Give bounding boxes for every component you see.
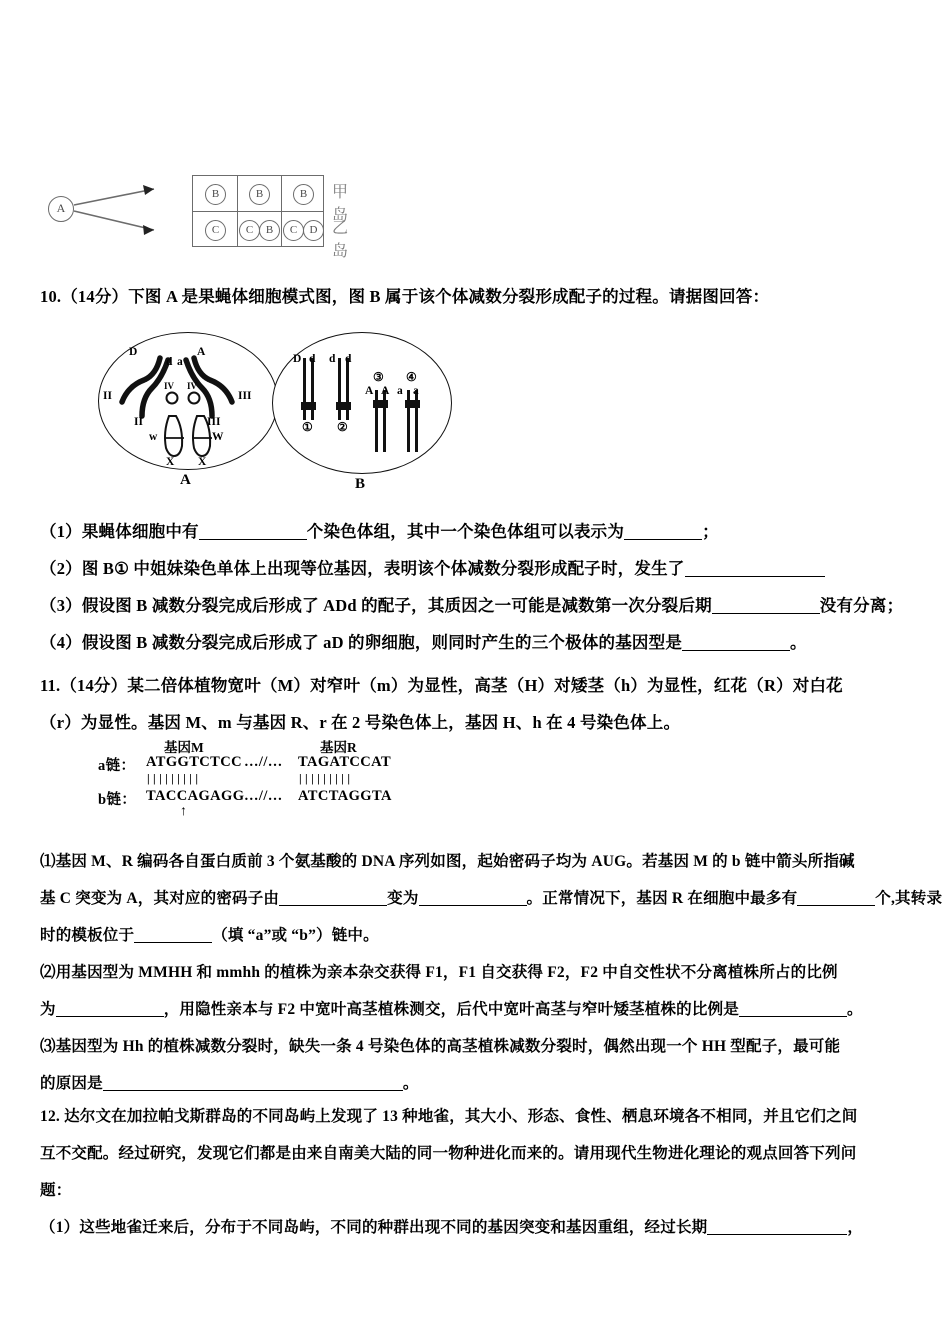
- q11-part-1-blank-2[interactable]: [419, 905, 527, 906]
- dna-hbonds-left: |||||||||: [147, 771, 202, 785]
- q12-stem-text2: 互不交配。经过研究，发现它们都是由来自南美大陆的同一物种进化而来的。请用现代生物进化理论的观点回答下列问: [40, 1145, 857, 1162]
- island-cell-r2c1: C: [205, 220, 226, 241]
- cellB-label-d2: d: [329, 353, 336, 365]
- q10-part-3-label: （3）: [40, 596, 82, 615]
- q11-part-2-t2: 为: [40, 1001, 56, 1018]
- cellB-label-circ4: ④: [406, 370, 417, 384]
- q11-stem-text1: 某二倍体植物宽叶（M）对窄叶（m）为显性，高茎（H）对矮茎（h）为显性，红花（R）对白花: [127, 676, 843, 695]
- q10-part-2-label: （2）: [40, 559, 82, 578]
- cellA-label-w: w: [149, 431, 158, 443]
- island-cell-r2c2a: C: [239, 220, 260, 241]
- q10-part-1-t2: 个染色体组，其中一个染色体组可以表示为: [306, 522, 625, 541]
- cellB-label-A1: A: [365, 385, 374, 397]
- q10-part-1-t1: 果蝇体细胞中有: [81, 522, 199, 541]
- q10-number: 10.: [40, 287, 62, 306]
- cellA-label-a: a: [177, 356, 183, 368]
- island-source-circle: A: [48, 196, 74, 222]
- q10-part-1: [40, 513, 912, 550]
- q10-part-1-label: （1）: [40, 522, 82, 541]
- q11-part-2-t3: ，用隐性亲本与 F2 中宽叶高茎植株测交，后代中宽叶高茎与窄叶矮茎植株的比例是: [163, 1001, 739, 1018]
- island-cell-r1c3: B: [293, 184, 314, 205]
- q11-part-2-t1: 用基因型为 MMHH 和 mmhh 的植株为亲本杂交获得 F1，F1 自交获得 F2，F2 中自交性状不分离植株所占的比例: [55, 964, 838, 981]
- q11-part-1-t5: 个,其转录: [875, 890, 943, 907]
- q11-part-1-blank-4[interactable]: [134, 942, 212, 943]
- q11-stem-text2: （r）为显性。基因 M、m 与基因 R、r 在 2 号染色体上，基因 H、h 在 4 号染色体上。: [40, 713, 681, 732]
- q12-stem-line2: [40, 1135, 912, 1172]
- question-12: [40, 1098, 912, 1246]
- question-11: [40, 667, 912, 741]
- q10-part-2: [40, 550, 912, 587]
- cellB-label-A2: A: [381, 385, 390, 397]
- cellB-label-circ3: ③: [373, 370, 384, 384]
- q10-part-4-t2: 。: [790, 633, 807, 652]
- q12-part-1-t1: 这些地雀迁来后，分布于不同岛屿，不同的种群出现不同的基因突变和基因重组，经过长期: [79, 1219, 708, 1236]
- q11-part-2-t4: 。: [846, 1001, 863, 1018]
- q10-part-2-t1: 图 B① 中姐妹染色单体上出现等位基因，表明该个体减数分裂形成配子时，发生了: [81, 559, 685, 578]
- dna-strand-a-label: a链：: [98, 758, 136, 774]
- q10-part-3: [40, 587, 912, 624]
- q11-part-1-t4: 。正常情况下，基因 R 在细胞中最多有: [526, 890, 798, 907]
- figure-fruitfly-cells: [90, 328, 490, 508]
- dna-strand-a-left: ATGGTCTCC: [146, 754, 242, 770]
- dna-strand-b-gap: …//…: [244, 788, 283, 804]
- cellB-caption: B: [355, 476, 366, 492]
- q11-part-3-line-2: [40, 1065, 912, 1102]
- q11-part-3-blank-1[interactable]: [103, 1090, 403, 1091]
- cellA-label-II-inner: II: [134, 416, 143, 428]
- dna-strand-a-right: TAGATCCAT: [298, 754, 392, 770]
- q12-part-1-t2: ，: [847, 1219, 864, 1236]
- q11-part-1-blank-1[interactable]: [279, 905, 387, 906]
- island-grid: [192, 175, 324, 247]
- question-10: [40, 278, 912, 315]
- q10-part-4: [40, 624, 912, 661]
- cellB-label-a1: a: [397, 385, 403, 397]
- q10-score: （14分）: [61, 287, 129, 306]
- cellB-label-d1: d: [309, 353, 316, 365]
- q11-parts: [40, 843, 943, 1102]
- q10-part-4-blank-1[interactable]: [682, 650, 790, 651]
- q11-number: 11.: [40, 676, 61, 695]
- q12-stem-text1: 达尔文在加拉帕戈斯群岛的不同岛屿上发现了 13 种地雀，其大小、形态、食性、栖息环境各不相同，并且它们之间: [64, 1108, 858, 1125]
- dna-mutation-arrow-icon: ↑: [180, 804, 187, 819]
- q12-stem-line3: [40, 1172, 912, 1209]
- q12-stem-text3: 题：: [40, 1182, 72, 1199]
- cellB-label-circ2: ②: [337, 420, 348, 434]
- q10-stem-text: 下图 A 是果蝇体细胞模式图，图 B 属于该个体减数分裂形成配子的过程。请据图回答：: [128, 287, 770, 306]
- cellA-label-III-inner: III: [207, 416, 221, 428]
- q11-part-2-line-2: [40, 991, 912, 1028]
- q12-part-1-blank-1[interactable]: [707, 1234, 847, 1235]
- q11-part-1-line-2: [40, 880, 943, 917]
- island-label-yi: 乙岛: [332, 220, 352, 260]
- cell-B-chromosomes: [90, 328, 490, 488]
- q11-part-3-t2: 的原因是: [40, 1075, 103, 1092]
- q10-stem: [40, 278, 912, 315]
- cellB-label-d3: d: [345, 353, 352, 365]
- q11-part-1-line-1: [40, 843, 912, 880]
- island-cell-r2c3a: C: [283, 220, 304, 241]
- q10-part-1-t3: ；: [702, 522, 719, 541]
- q10-part-3-blank-1[interactable]: [712, 613, 820, 614]
- q12-part-1-label: （1）: [40, 1219, 80, 1236]
- cellA-caption: A: [180, 472, 191, 488]
- q11-part-2-label: ⑵: [40, 964, 56, 981]
- q11-part-3-line-1: [40, 1028, 912, 1065]
- cellA-label-X-left: X: [166, 456, 175, 468]
- figure-dna-sequences: [98, 736, 458, 828]
- dna-hbonds-right: |||||||||: [299, 771, 354, 785]
- q11-part-2-blank-1[interactable]: [56, 1016, 164, 1017]
- island-cell-r2c3b: D: [303, 220, 324, 241]
- cellA-label-II-outer: II: [103, 390, 112, 402]
- cellA-label-d: d: [166, 356, 173, 368]
- q11-stem-line1: [40, 667, 912, 704]
- q11-part-1-t3: 变为: [387, 890, 419, 907]
- cellA-label-III-outer: III: [238, 390, 252, 402]
- dna-strand-b-right: ATCTAGGTA: [298, 788, 392, 804]
- cellA-label-X-right: X: [198, 456, 207, 468]
- q11-part-1-line-3: [40, 917, 912, 954]
- q10-part-1-blank-1[interactable]: [199, 539, 307, 540]
- q12-part-1: [40, 1209, 912, 1246]
- cellA-label-D: D: [129, 346, 138, 358]
- q11-part-2-blank-2[interactable]: [739, 1016, 847, 1017]
- q11-part-2-line-1: [40, 954, 912, 991]
- q11-score: （14分）: [60, 676, 128, 695]
- q11-part-3-t3: 。: [402, 1075, 419, 1092]
- q11-part-1-blank-3[interactable]: [797, 905, 875, 906]
- dna-strand-b-left: TACCAGAGG: [146, 788, 245, 804]
- cellA-label-IV-left: IV: [164, 381, 175, 391]
- q11-part-3-label: ⑶: [40, 1038, 56, 1055]
- q10-part-1-blank-2[interactable]: [624, 539, 702, 540]
- q11-part-1-t2: 基 C 突变为 A，其对应的密码子由: [40, 890, 280, 907]
- island-label-jia: 甲岛: [332, 184, 352, 224]
- q10-part-4-t1: 假设图 B 减数分裂完成后形成了 aD 的卵细胞，则同时产生的三个极体的基因型是: [81, 633, 683, 652]
- cellB-label-D1: D: [293, 353, 302, 365]
- q11-part-3-t1: 基因型为 Hh 的植株减数分裂时，缺失一条 4 号染色体的高茎植株减数分裂时，偶然出现一个 HH 型配子，最可能: [55, 1038, 841, 1055]
- q12-stem-line1: [40, 1098, 912, 1135]
- island-cell-r1c2: B: [249, 184, 270, 205]
- q11-part-1-t6: 时的模板位于: [40, 927, 135, 944]
- q12-number: 12.: [40, 1108, 60, 1125]
- q10-part-4-label: （4）: [40, 633, 82, 652]
- q10-part-3-t2: 没有分离；: [819, 596, 904, 615]
- island-cell-r1c1: B: [205, 184, 226, 205]
- q10-part-3-t1: 假设图 B 减数分裂完成后形成了 ADd 的配子，其质因之一可能是减数第一次分裂后期: [81, 596, 712, 615]
- dna-strand-a-gap: …//…: [244, 754, 283, 770]
- q10-part-2-blank-1[interactable]: [685, 576, 825, 577]
- q11-part-1-t1: 基因 M、R 编码各自蛋白质前 3 个氨基酸的 DNA 序列如图，起始密码子均为 AUG。若基因 M 的 b 链中箭头所指碱: [55, 853, 855, 870]
- figure-island-speciation: [44, 163, 352, 260]
- q10-parts: [40, 513, 912, 661]
- q11-part-1-label: ⑴: [40, 853, 56, 870]
- cellA-label-W: W: [212, 431, 224, 443]
- cellB-label-circ1: ①: [302, 420, 313, 434]
- cellA-label-A: A: [197, 346, 206, 358]
- q11-part-1-t7: （填 “a”或 “b”）链中。: [212, 927, 379, 944]
- dna-gene-r-title: 基因R: [320, 740, 357, 755]
- cellB-label-a2: a: [413, 385, 419, 397]
- island-cell-r2c2b: B: [259, 220, 280, 241]
- dna-strand-b-label: b链：: [98, 792, 137, 808]
- cellA-label-IV-right: IV: [187, 381, 198, 391]
- dna-gene-m-title: 基因M: [164, 740, 204, 755]
